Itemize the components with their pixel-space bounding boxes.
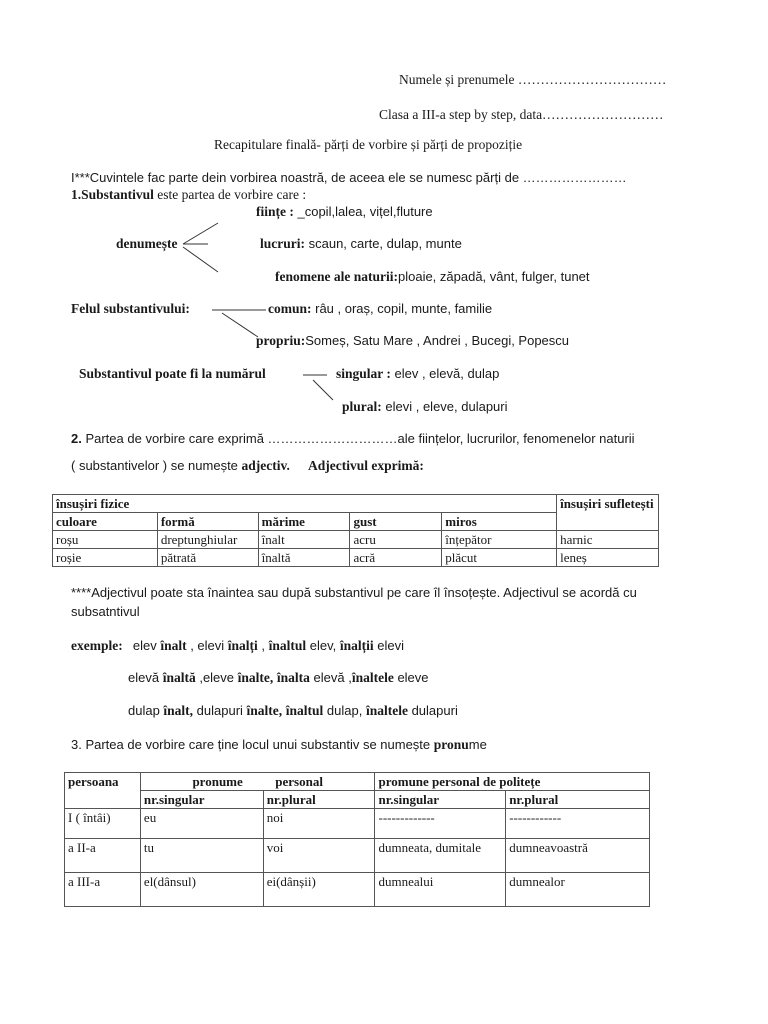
table-cell: roșie <box>53 549 158 567</box>
noun-heading-rest: este partea de vorbire care : <box>153 187 307 202</box>
pronoun-line-end: me <box>468 737 487 752</box>
table-cell: a II-a <box>65 839 141 873</box>
pron-header-persoana: persoana <box>65 773 141 809</box>
pronoun-line <box>71 737 487 753</box>
table-cell: înalt <box>258 531 350 549</box>
table-cell: ------------ <box>506 809 650 839</box>
adj-col-header: mărime <box>258 513 350 531</box>
table-row <box>65 839 650 873</box>
table-cell: voi <box>263 839 375 873</box>
table-cell: eu <box>140 809 263 839</box>
noun-heading-num: 1. <box>71 187 82 202</box>
examples-line2: elevă înaltă ,eleve înalte, înalta elevă ,înaltele eleve <box>128 670 429 685</box>
plural-label: plural: <box>342 399 382 414</box>
examples-line3: dulap înalt, dulapuri înalte, înaltul dulap, înaltele dulapuri <box>128 703 458 718</box>
adjective-note2: subsatntivul <box>71 604 140 619</box>
example-text: elev <box>132 638 161 653</box>
adj-moral-header: însușiri sufletești <box>557 495 659 531</box>
adj-col-header: miros <box>442 513 557 531</box>
name-line: Numele și prenumele …………………………… <box>399 72 667 87</box>
table-cell: dumneata, dumitale <box>375 839 506 873</box>
table-cell: roșu <box>53 531 158 549</box>
adjective-bold2: Adjectivul exprimă: <box>307 458 424 473</box>
pron-header-politete: promune personal de politețe <box>375 773 650 791</box>
pronoun-table <box>64 772 650 907</box>
table-cell: noi <box>263 809 375 839</box>
singular-text: elev , elevă, dulap <box>390 366 500 381</box>
adj-col-header: formă <box>157 513 258 531</box>
fiinte-label: ființe : <box>256 204 294 219</box>
fenomene-label: fenomene ale naturii: <box>275 269 398 284</box>
table-row <box>65 809 650 839</box>
table-cell: ei(dânșii) <box>263 873 375 907</box>
intro-line: I***Cuvintele fac parte dein vorbirea noastră, de aceea ele se numesc părți de …………………… <box>71 170 627 185</box>
table-cell: dreptunghiular <box>157 531 258 549</box>
table-row <box>53 531 659 549</box>
lucruri-label: lucruri: <box>260 236 305 251</box>
pron-subheader: nr.singular <box>140 791 263 809</box>
table-row <box>53 549 659 567</box>
examples-line1: exemple: elev înalt , elevi înalți , înaltul elev, înalții elevi <box>71 638 404 653</box>
adjective-bold1: adjectiv. <box>241 458 290 473</box>
lucruri-text: scaun, carte, dulap, munte <box>305 236 462 251</box>
adj-group-header: însușiri fizice <box>53 495 557 513</box>
propriu-text: Someș, Satu Mare , Andrei , Bucegi, Popescu <box>305 333 570 348</box>
noun-heading-bold: Substantivul <box>81 187 154 202</box>
table-cell: el(dânsul) <box>140 873 263 907</box>
comun-label: comun: <box>268 301 312 316</box>
comun-row <box>268 301 492 317</box>
pron-subheader: nr.plural <box>263 791 375 809</box>
fenomene-row <box>275 269 590 285</box>
table-cell: a III-a <box>65 873 141 907</box>
examples-label: exemple: <box>71 638 123 653</box>
adjective-line1 <box>71 431 635 446</box>
comun-text: râu , oraș, copil, munte, familie <box>311 301 493 316</box>
adjective-line2 <box>71 458 424 474</box>
adj-col-header: culoare <box>53 513 158 531</box>
denumeste-label: denumește <box>116 236 178 251</box>
table-cell: leneș <box>557 549 659 567</box>
table-cell: acru <box>350 531 442 549</box>
pronoun-line-start: 3. Partea de vorbire care ține locul unui substantiv se numește <box>71 737 434 752</box>
table-cell: acră <box>350 549 442 567</box>
felul-label: Felul substantivului: <box>71 301 190 316</box>
propriu-label: propriu: <box>256 333 306 348</box>
table-cell: dumneavoastră <box>506 839 650 873</box>
pronoun-line-bold: pronu <box>433 737 469 752</box>
pron-subheader: nr.plural <box>506 791 650 809</box>
class-line: Clasa a III-a step by step, data……………………… <box>379 107 664 122</box>
adjective-line1-text: Partea de vorbire care exprimă …………………………ale ființelor, lucrurilor, fenomenelor naturii <box>81 431 635 446</box>
table-cell: înaltă <box>258 549 350 567</box>
adjective-note: ****Adjectivul poate sta înaintea sau după substantivul pe care îl însoțește. Adjectivul se acordă cu <box>71 585 637 600</box>
fiinte-row <box>256 204 433 220</box>
table-cell: ------------- <box>375 809 506 839</box>
table-cell: harnic <box>557 531 659 549</box>
table-cell: pătrată <box>157 549 258 567</box>
fiinte-text: _copil,lalea, vițel,fluture <box>293 204 433 219</box>
table-cell: plăcut <box>442 549 557 567</box>
pron-header-pronume: pronume personal <box>140 773 375 791</box>
adjective-table <box>52 494 659 567</box>
adjective-num: 2. <box>71 431 82 446</box>
table-cell: dumnealui <box>375 873 506 907</box>
table-row <box>65 873 650 907</box>
propriu-row <box>256 333 569 349</box>
table-cell: tu <box>140 839 263 873</box>
plural-row <box>342 399 508 415</box>
table-cell: I ( întâi) <box>65 809 141 839</box>
adjective-line2-text: ( substantivelor ) se numește <box>71 458 242 473</box>
table-cell: înțepător <box>442 531 557 549</box>
adj-col-header: gust <box>350 513 442 531</box>
table-cell: dumnealor <box>506 873 650 907</box>
fenomene-text: ploaie, zăpadă, vânt, fulger, tunet <box>397 269 590 284</box>
lucruri-row <box>260 236 462 252</box>
singular-row <box>336 366 499 382</box>
singular-label: singular : <box>336 366 391 381</box>
page-title: Recapitulare finală- părți de vorbire și părți de propoziție <box>214 137 523 152</box>
pron-subheader: nr.singular <box>375 791 506 809</box>
numar-label: Substantivul poate fi la numărul <box>79 366 266 381</box>
plural-text: elevi , eleve, dulapuri <box>381 399 508 414</box>
